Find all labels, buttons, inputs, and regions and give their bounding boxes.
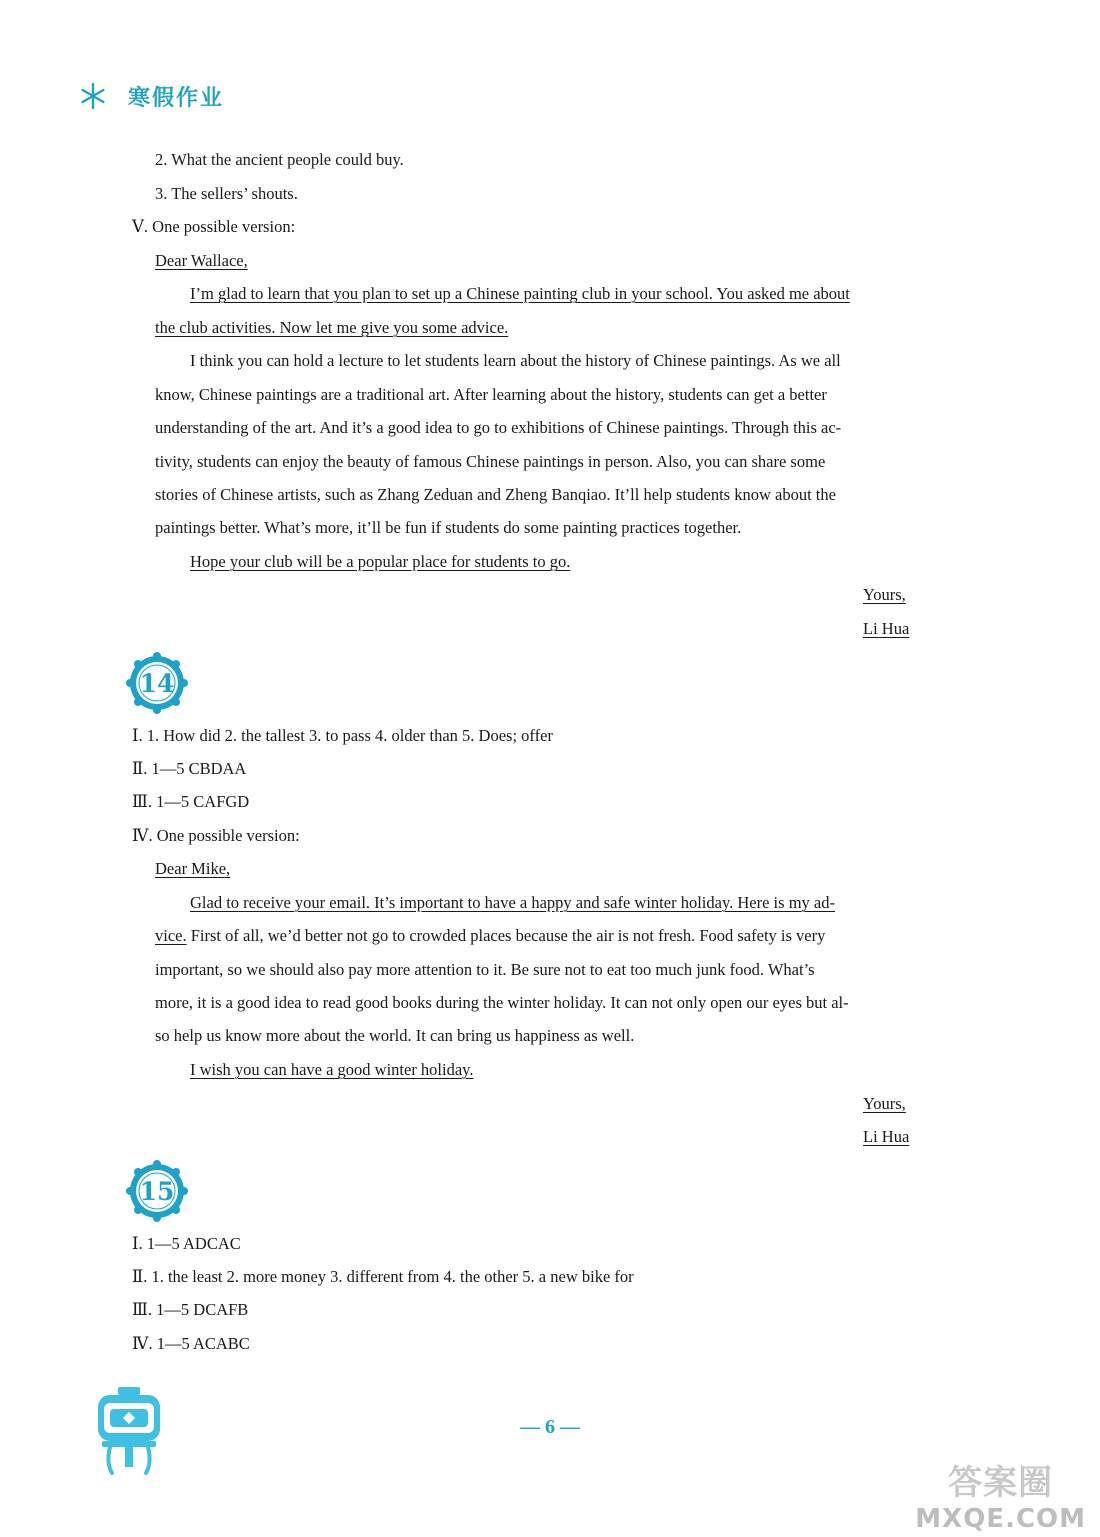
letter-salutation: Dear Wallace, (155, 251, 248, 270)
letter-salutation: Dear Mike, (155, 859, 231, 878)
answer-line: Ⅲ. 1—5 DCAFB (132, 1300, 249, 1319)
answer-line: Ⅰ. 1. How did 2. the tallest 3. to pass 4. older than 5. Does; offer (132, 726, 553, 745)
answer-line: Ⅱ. 1—5 CBDAA (132, 759, 247, 778)
letter-closing: Hope your club will be a popular place for students to go. (190, 552, 571, 571)
letter-text-line: I’m glad to learn that you plan to set up a Chinese painting club in your school. You asked me about (190, 284, 850, 303)
letter-text-underlined: vice. (155, 926, 187, 945)
letter-text-line: I think you can hold a lecture to let students learn about the history of Chinese paintings. As we all (190, 351, 841, 370)
letter-text-line: more, it is a good idea to read good books during the winter holiday. It can not only open our eyes but al- (155, 993, 849, 1012)
letter-text-rest: First of all, we’d better not go to crowded places because the air is not fresh. Food safety is very (186, 926, 826, 945)
answer-line: Ⅳ. 1—5 ACABC (132, 1334, 250, 1353)
letter-text-line: tivity, students can enjoy the beauty of famous Chinese paintings in person. Also, you can share some (155, 452, 826, 471)
badge-number: 14 (139, 669, 175, 698)
letter-text-line: important, so we should also pay more attention to it. Be sure not to eat too much junk food. What’s (155, 960, 815, 979)
letter-signoff: Yours, (863, 585, 906, 604)
letter-closing: I wish you can have a good winter holiday. (190, 1060, 474, 1079)
page-number: — 6 — (520, 1416, 580, 1438)
letter-text-line: so help us know more about the world. It can bring us happiness as well. (155, 1026, 635, 1045)
badge-shape (126, 1160, 188, 1222)
letter-text-line: paintings better. What’s more, it’ll be fun if students do some painting practices together. (155, 518, 742, 537)
answer-line: Ⅲ. 1—5 CAFGD (132, 792, 250, 811)
letter-text-line: stories of Chinese artists, such as Zhang Zeduan and Zheng Banqiao. It’ll help students know about the (155, 485, 836, 504)
answer-line: Ⅱ. 1. the least 2. more money 3. different from 4. the other 5. a new bike for (132, 1267, 634, 1286)
badge-number: 15 (139, 1177, 175, 1206)
snowflake-icon (78, 81, 108, 111)
letter-text-line: Glad to receive your email. It’s important to have a happy and safe winter holiday. Here is my ad- (190, 893, 835, 912)
unit-badge-15 (126, 1160, 188, 1222)
letter-signature: Li Hua (863, 1127, 910, 1146)
watermark-bottom: MXQE.COM (915, 1504, 1086, 1534)
watermark-top: 答案圈 (948, 1463, 1054, 1503)
answer-line: 2. What the ancient people could buy. (155, 150, 404, 169)
answer-line: Ⅳ. One possible version: (132, 826, 300, 845)
letter-text-line (155, 926, 825, 946)
letter-signature: Li Hua (863, 619, 910, 638)
answer-line: Ⅴ. One possible version: (132, 217, 296, 236)
letter-signoff: Yours, (863, 1094, 906, 1113)
letter-text-line: understanding of the art. And it’s a good idea to go to exhibitions of Chinese paintings. Through this ac- (155, 418, 842, 437)
letter-text-line: the club activities. Now let me give you some advice. (155, 318, 509, 337)
page-header (78, 78, 224, 114)
answer-line: 3. The sellers’ shouts. (155, 184, 298, 203)
badge-shape (126, 652, 188, 714)
letter-text-line: know, Chinese paintings are a traditional art. After learning about the history, students can get a better (155, 385, 827, 404)
watermark (915, 1465, 1086, 1537)
page-title: 寒假作业 (128, 85, 225, 111)
unit-badge-14 (126, 652, 188, 714)
answer-line: Ⅰ. 1—5 ADCAC (132, 1234, 241, 1253)
